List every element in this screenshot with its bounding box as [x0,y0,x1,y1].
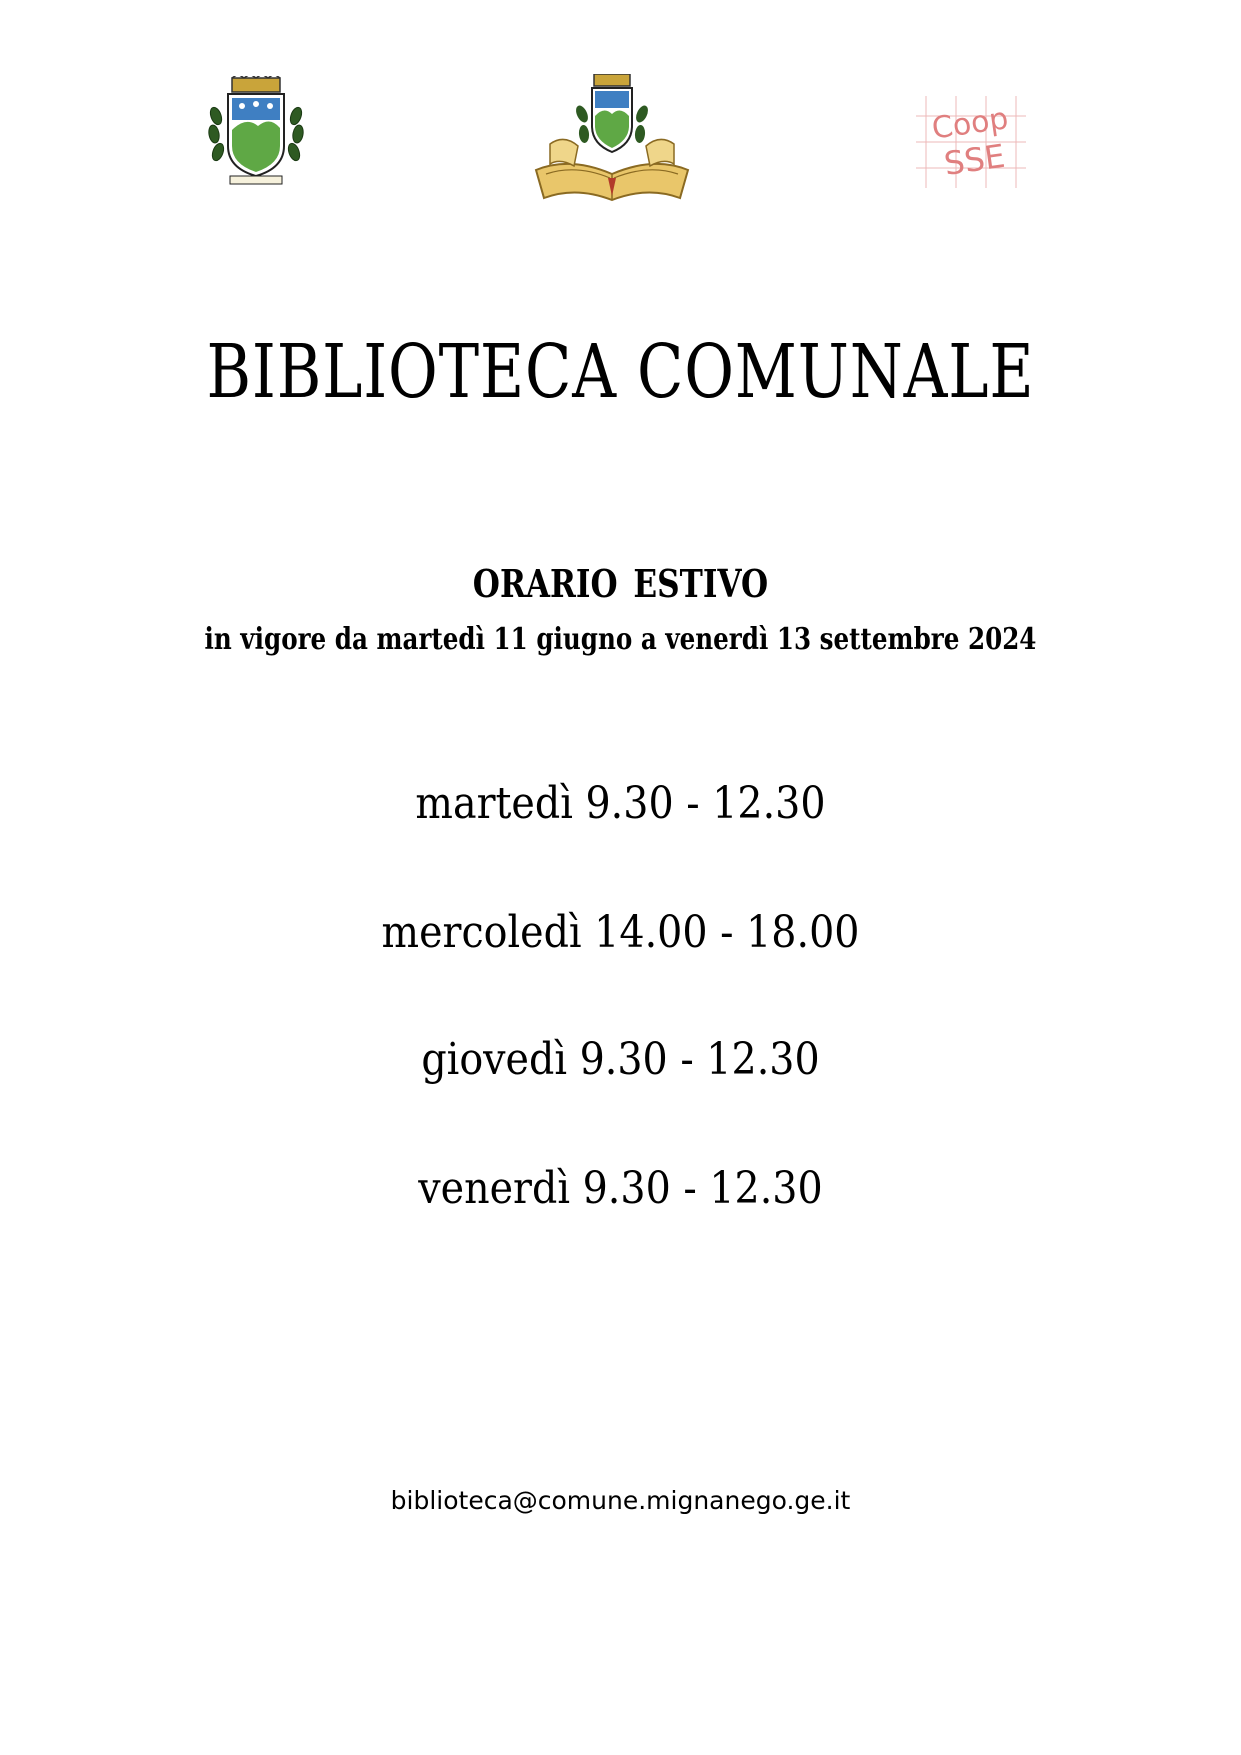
hours-wednesday: mercoledì 14.00 - 18.00 [381,907,860,958]
coop-sse-logo-icon [916,96,1026,188]
hours-tuesday: martedì 9.30 - 12.30 [415,778,826,829]
sse-logo-text: SSE [941,136,1008,183]
hours-thursday: giovedì 9.30 - 12.30 [421,1034,820,1085]
library-book-emblem-icon [530,74,694,206]
schedule-period: in vigore da martedì 11 giugno a venerdì 13 settembre 2024 [204,622,1037,657]
coat-of-arms-icon [206,76,306,186]
contact-email: biblioteca@comune.mignanego.ge.it [390,1486,851,1515]
coop-logo-text: Coop [929,101,1011,147]
page-title: BIBLIOTECA COMUNALE [206,329,1035,415]
hours-friday: venerdì 9.30 - 12.30 [418,1163,823,1214]
schedule-heading: ORARIO ESTIVO [472,561,769,606]
